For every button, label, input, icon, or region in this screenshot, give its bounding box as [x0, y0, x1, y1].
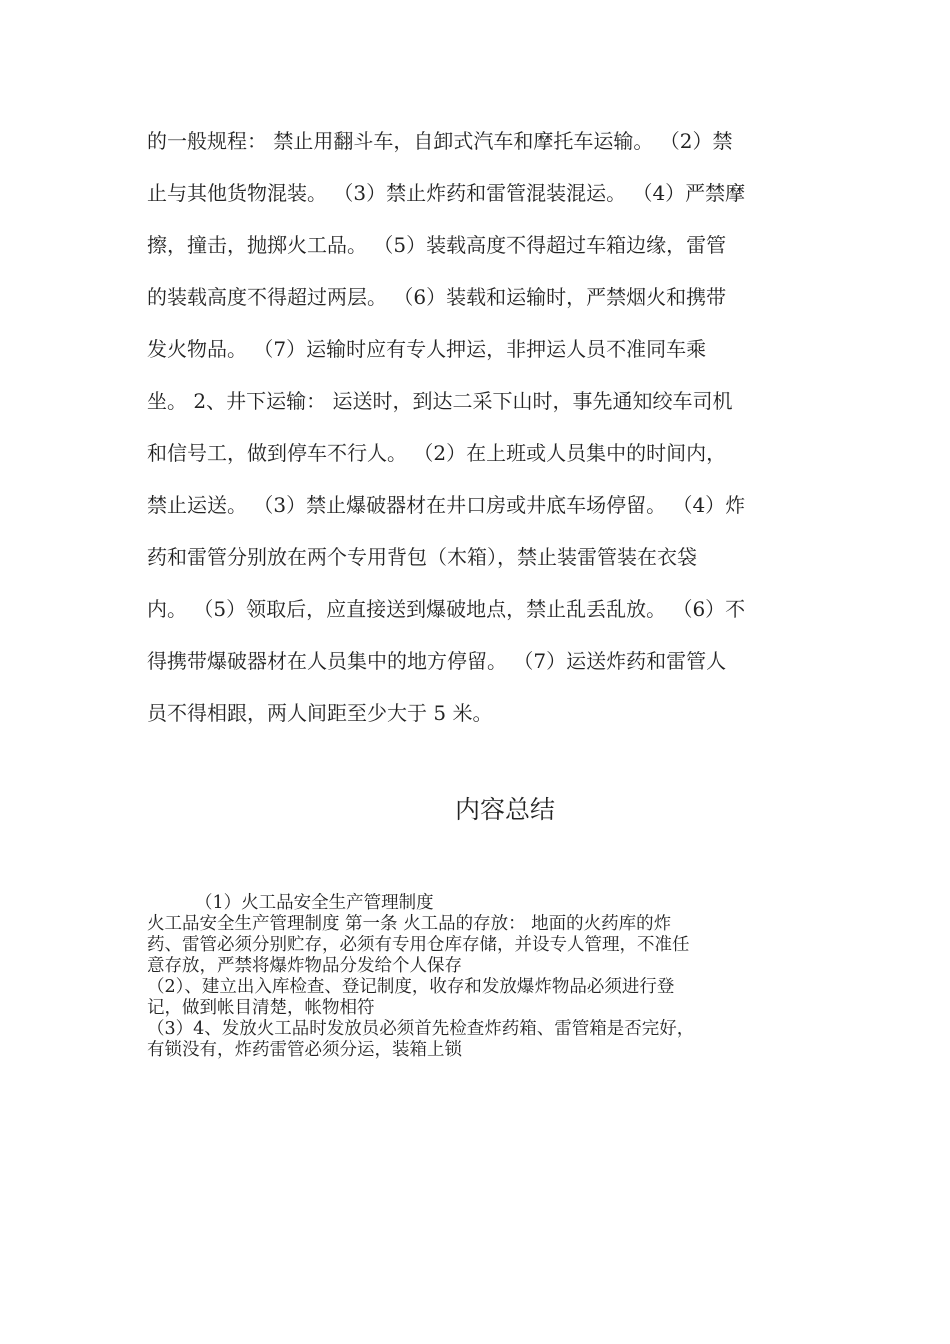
summary-line: （3）4、发放火工品时发放员必须首先检查炸药箱、雷管箱是否完好，	[147, 1019, 695, 1039]
body-paragraph	[147, 115, 807, 739]
body-line: 擦，撞击，抛掷火工品。 （5）装载高度不得超过车箱边缘，雷管	[147, 233, 727, 257]
summary-line: 有锁没有，炸药雷管必须分运，装箱上锁	[147, 1040, 462, 1060]
summary-line: 记，做到帐目清楚，帐物相符	[147, 998, 375, 1018]
summary-line: 药、雷管必须分别贮存，必须有专用仓库存储，并设专人管理，不准任	[147, 935, 690, 955]
body-line: 的一般规程： 禁止用翻斗车，自卸式汽车和摩托车运输。 （2）禁	[147, 129, 733, 153]
summary-section	[147, 893, 807, 1061]
body-line: 坐。 2、井下运输： 运送时，到达二采下山时，事先通知绞车司机	[147, 389, 733, 413]
body-line: 发火物品。 （7）运输时应有专人押运，非押运人员不准同车乘	[147, 337, 707, 361]
summary-line: （1）火工品安全生产管理制度	[195, 893, 434, 913]
body-line: 员不得相跟，两人间距至少大于 5 米。	[147, 701, 493, 725]
body-line: 禁止运送。 （3）禁止爆破器材在井口房或井底车场停留。 （4）炸	[147, 493, 746, 517]
body-line: 的装载高度不得超过两层。 （6）装载和运输时，严禁烟火和携带	[147, 285, 727, 309]
summary-line: （2）、建立出入库检查、登记制度，收存和发放爆炸物品必须进行登	[147, 977, 675, 997]
body-line: 药和雷管分别放在两个专用背包（木箱），禁止装雷管装在衣袋	[147, 545, 697, 569]
body-line: 和信号工，做到停车不行人。 （2）在上班或人员集中的时间内，	[147, 441, 727, 465]
summary-line: 火工品安全生产管理制度 第一条 火工品的存放： 地面的火药库的炸	[147, 914, 672, 934]
body-line: 得携带爆破器材在人员集中的地方停留。 （7）运送炸药和雷管人	[147, 649, 727, 673]
summary-heading: 内容总结	[454, 795, 555, 824]
body-line: 止与其他货物混装。 （3）禁止炸药和雷管混装混运。 （4）严禁摩	[147, 181, 746, 205]
summary-line: 意存放，严禁将爆炸物品分发给个人保存	[147, 956, 462, 976]
body-line: 内。 （5）领取后，应直接送到爆破地点，禁止乱丢乱放。 （6）不	[147, 597, 746, 621]
